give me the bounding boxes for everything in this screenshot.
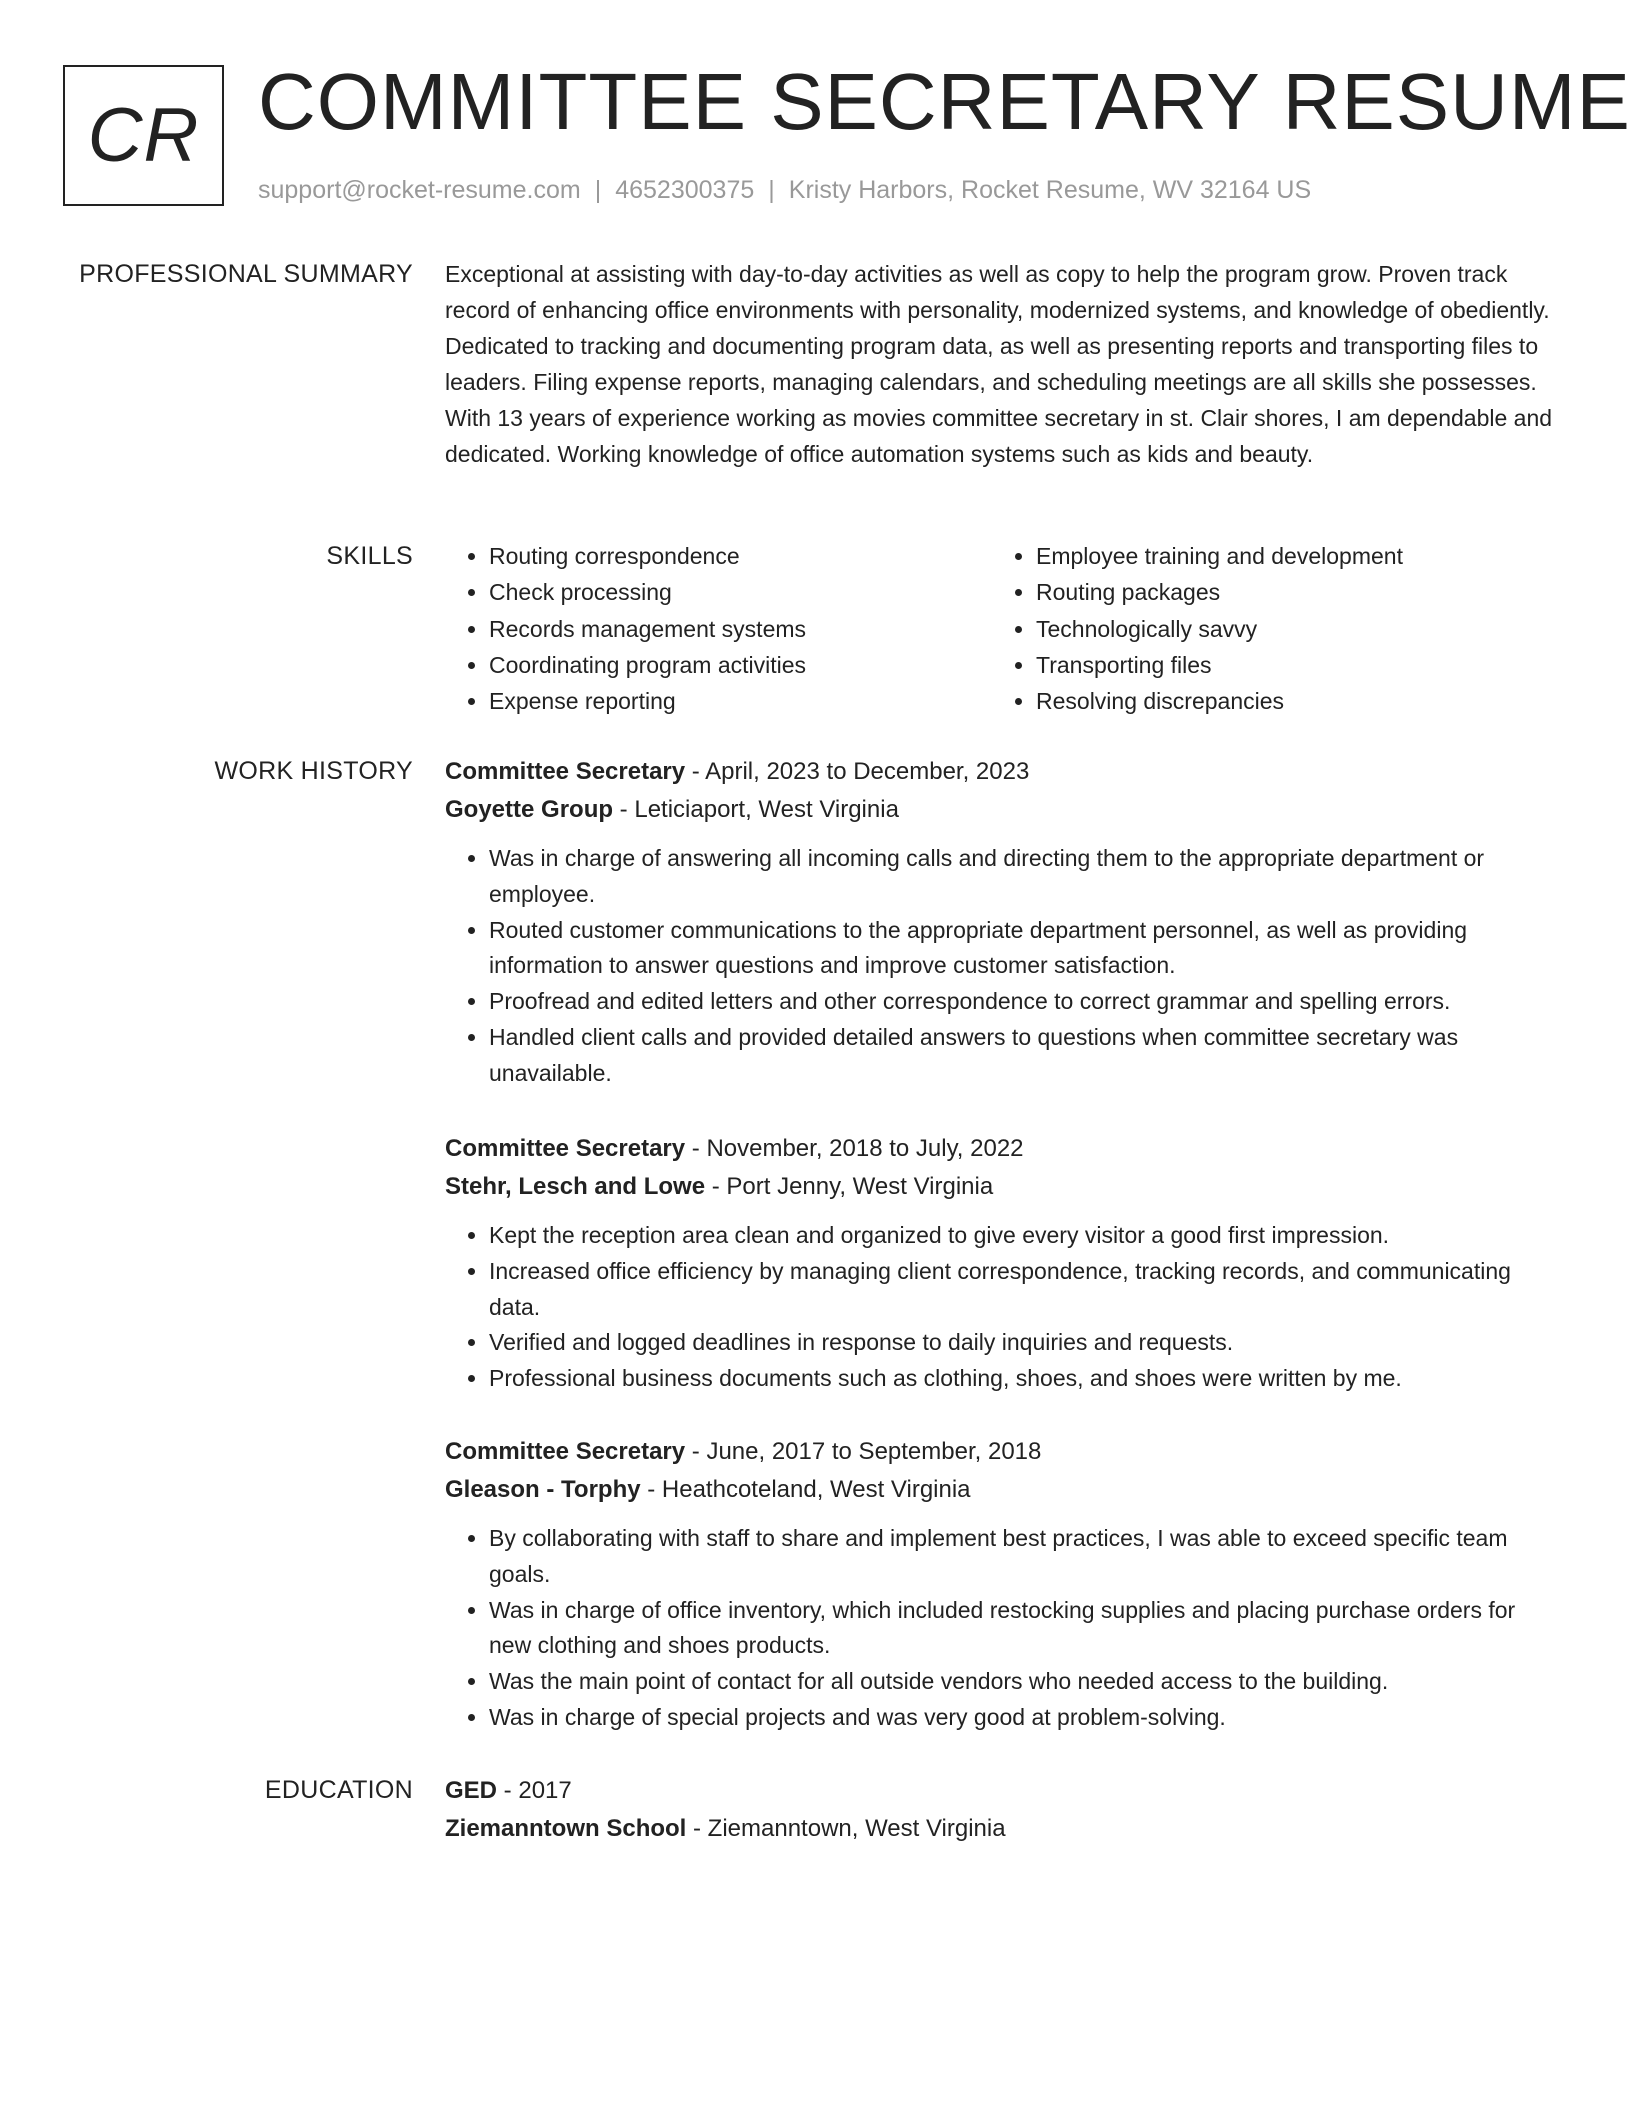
job-bullet: • Professional business documents such as clothing, shoes, and shoes were written by me.	[489, 1361, 1560, 1397]
job-bullet: • Verified and logged deadlines in response to daily inquiries and requests.	[489, 1325, 1560, 1361]
job-title-line	[445, 753, 1560, 791]
job-bullet: • Proofread and edited letters and other correspondence to correct grammar and spelling errors.	[489, 984, 1560, 1020]
job-bullet: • Was the main point of contact for all outside vendors who needed access to the building.	[489, 1664, 1560, 1700]
job-bullet: • Routed customer communications to the appropriate department personnel, as well as providing information to answer questions and improve customer satisfaction.	[489, 913, 1560, 985]
skill-item: • Routing packages	[1036, 574, 1539, 610]
job-bullet: • Handled client calls and provided detailed answers to questions when committee secretary was unavailable.	[489, 1020, 1560, 1092]
job-dates: - April, 2023 to December, 2023	[685, 758, 1030, 785]
education-year: - 2017	[497, 1777, 572, 1804]
skill-item: • Employee training and development	[1036, 538, 1539, 574]
skills-list-right	[992, 538, 1539, 719]
job-dates: - November, 2018 to July, 2022	[685, 1135, 1024, 1162]
job-bullet: • Was in charge of special projects and was very good at problem-solving.	[489, 1700, 1560, 1736]
section-label-work: WORK HISTORY	[214, 757, 413, 785]
job-company-line	[445, 1471, 1560, 1509]
job-company: Stehr, Lesch and Lowe	[445, 1173, 706, 1200]
education-location: - Ziemanntown, West Virginia	[686, 1815, 1006, 1842]
job-bullet: • Increased office efficiency by managing client correspondence, tracking records, and communicating data.	[489, 1254, 1560, 1326]
skill-item: • Routing correspondence	[489, 538, 992, 574]
skills-list-left	[445, 538, 992, 719]
job-company-line	[445, 791, 1560, 829]
section-label-summary: PROFESSIONAL SUMMARY	[79, 260, 413, 288]
skill-item: • Transporting files	[1036, 647, 1539, 683]
job-entry	[445, 1130, 1560, 1397]
contact-line	[258, 174, 1311, 206]
separator: |	[594, 176, 602, 204]
job-dates: - June, 2017 to September, 2018	[685, 1438, 1042, 1465]
job-bullet: • By collaborating with staff to share and implement best practices, I was able to exceed specific team goals.	[489, 1521, 1560, 1593]
job-bullets	[445, 1521, 1560, 1736]
job-entry	[445, 753, 1560, 1092]
job-bullet: • Was in charge of office inventory, which included restocking supplies and placing purchase orders for new clothing and shoes products.	[489, 1593, 1560, 1665]
job-company: Goyette Group	[445, 796, 614, 823]
job-bullets	[445, 1218, 1560, 1397]
job-title: Committee Secretary	[445, 758, 686, 785]
contact-phone: 4652300375	[615, 176, 755, 204]
section-label-education: EDUCATION	[264, 1776, 413, 1804]
education-degree: GED	[445, 1777, 498, 1804]
job-bullets	[445, 841, 1560, 1092]
job-location: - Port Jenny, West Virginia	[705, 1173, 994, 1200]
job-entry	[445, 1433, 1560, 1736]
monogram: CR	[63, 65, 224, 206]
skill-item: • Technologically savvy	[1036, 611, 1539, 647]
contact-email: support@rocket-resume.com	[258, 176, 581, 204]
summary-text: Exceptional at assisting with day-to-day activities as well as copy to help the program grow. Proven track record of enhancing office environments with personality, modernized systems, and knowledge of obediently. Dedicated to tracking and documenting program data, as well as presenting reports and transporting files to leaders. Filing expense reports, managing calendars, and scheduling meetings are all skills she possesses. With 13 years of experience working as movies committee secretary in st. Clair shores, I am dependable and dedicated. Working knowledge of office automation systems such as kids and beauty.	[445, 261, 1553, 467]
education-school-line	[445, 1810, 1560, 1848]
job-location: - Heathcoteland, West Virginia	[640, 1476, 971, 1503]
job-bullet: • Was in charge of answering all incoming calls and directing them to the appropriate department or employee.	[489, 841, 1560, 913]
job-company-line	[445, 1168, 1560, 1206]
skill-item: • Check processing	[489, 574, 992, 610]
contact-address: Kristy Harbors, Rocket Resume, WV 32164 US	[788, 176, 1312, 204]
job-title: Committee Secretary	[445, 1135, 686, 1162]
job-title-line	[445, 1130, 1560, 1168]
education-school: Ziemanntown School	[445, 1815, 687, 1842]
section-label-skills: SKILLS	[326, 542, 413, 570]
education-entry	[445, 1772, 1560, 1848]
job-title-line	[445, 1433, 1560, 1471]
job-title: Committee Secretary	[445, 1438, 686, 1465]
skill-item: • Expense reporting	[489, 683, 992, 719]
separator: |	[768, 176, 775, 204]
job-location: - Leticiaport, West Virginia	[613, 796, 899, 823]
skill-item: • Resolving discrepancies	[1036, 683, 1539, 719]
job-bullet: • Kept the reception area clean and organized to give every visitor a good first impression.	[489, 1218, 1560, 1254]
education-degree-line	[445, 1772, 1560, 1810]
job-company: Gleason - Torphy	[445, 1476, 641, 1503]
skill-item: • Coordinating program activities	[489, 647, 992, 683]
page-title: COMMITTEE SECRETARY RESUME	[258, 57, 1631, 146]
skill-item: • Records management systems	[489, 611, 992, 647]
